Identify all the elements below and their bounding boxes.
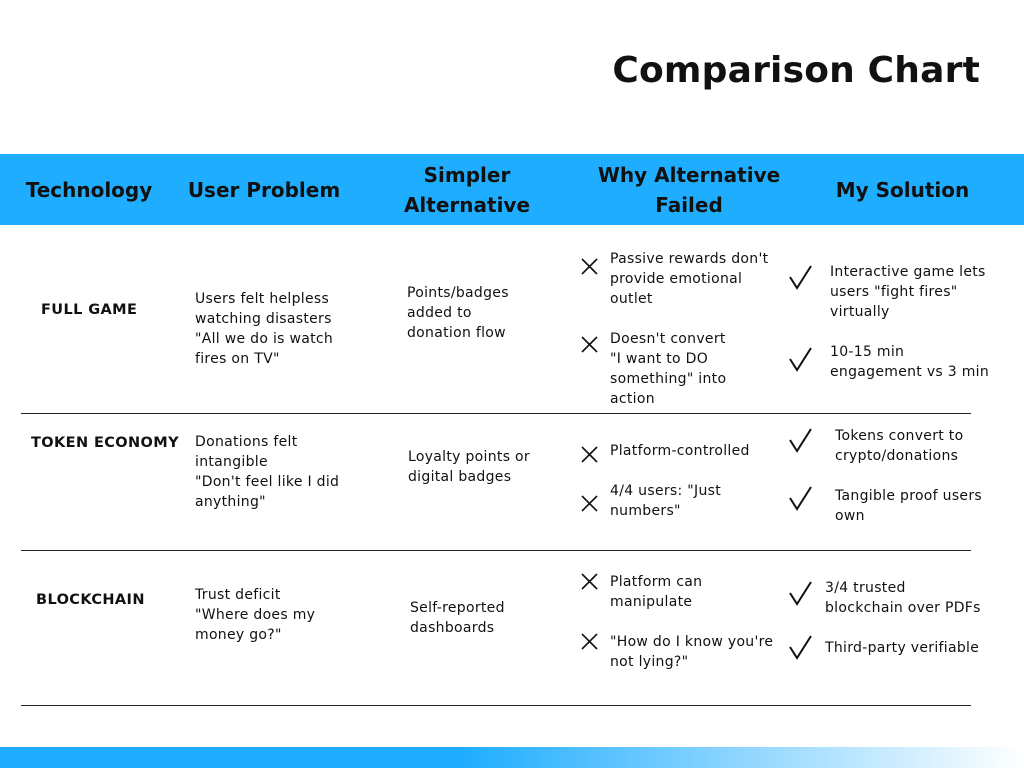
x-icon bbox=[581, 633, 598, 650]
failure-reason: Doesn't convert "I want to DO something" into action bbox=[610, 331, 727, 407]
user-problem-cell: Donations felt intangible "Don't feel like I did anything" bbox=[195, 434, 340, 510]
page-title: Comparison Chart bbox=[612, 50, 980, 91]
solution-point: 3/4 trusted blockchain over PDFs bbox=[825, 580, 981, 616]
technology-cell: FULL GAME bbox=[41, 302, 138, 318]
table-header bbox=[0, 154, 1024, 225]
checkmark-icon bbox=[788, 580, 812, 606]
failure-reason: "How do I know you're not lying?" bbox=[610, 634, 774, 670]
alternative-cell: Loyalty points or digital badges bbox=[408, 449, 530, 485]
row-divider bbox=[21, 705, 971, 706]
header-my-solution: My Solution bbox=[835, 177, 970, 202]
user-problem-cell: Trust deficit "Where does my money go?" bbox=[195, 587, 316, 643]
alternative-cell: Points/badges added to donation flow bbox=[407, 285, 509, 341]
x-icon bbox=[581, 573, 598, 590]
x-icon bbox=[581, 495, 598, 512]
checkmark-icon bbox=[788, 427, 812, 453]
failure-reason: Passive rewards don't provide emotional outlet bbox=[610, 251, 769, 307]
failure-reason: Platform can manipulate bbox=[610, 574, 703, 610]
row-divider bbox=[21, 413, 971, 414]
failure-reason: Platform-controlled bbox=[610, 443, 750, 459]
x-icon bbox=[581, 258, 598, 275]
solution-point: 10-15 min engagement vs 3 min bbox=[830, 344, 990, 380]
header-technology: Technology bbox=[25, 177, 153, 202]
footer-gradient-bar bbox=[0, 747, 1024, 768]
solution-point: Tangible proof users own bbox=[835, 488, 982, 524]
header-why-failed: Why Alternative Failed bbox=[597, 162, 781, 217]
checkmark-icon bbox=[788, 264, 812, 290]
x-icon bbox=[581, 336, 598, 353]
header-user-problem: User Problem bbox=[187, 177, 341, 202]
checkmark-icon bbox=[788, 346, 812, 372]
checkmark-icon bbox=[788, 634, 812, 660]
row-divider bbox=[21, 550, 971, 551]
checkmark-icon bbox=[788, 485, 812, 511]
solution-point: Third-party verifiable bbox=[825, 640, 980, 656]
x-icon bbox=[581, 446, 598, 463]
failure-reason: 4/4 users: "Just numbers" bbox=[610, 483, 722, 519]
solution-point: Interactive game lets users "fight fires" virtually bbox=[830, 264, 986, 320]
user-problem-cell: Users felt helpless watching disasters "All we do is watch fires on TV" bbox=[195, 291, 334, 367]
header-simpler-alternative: Simpler Alternative bbox=[403, 162, 531, 217]
solution-point: Tokens convert to crypto/donations bbox=[835, 428, 964, 464]
technology-cell: TOKEN ECONOMY bbox=[31, 435, 180, 451]
technology-cell: BLOCKCHAIN bbox=[36, 592, 145, 608]
alternative-cell: Self-reported dashboards bbox=[410, 600, 505, 636]
